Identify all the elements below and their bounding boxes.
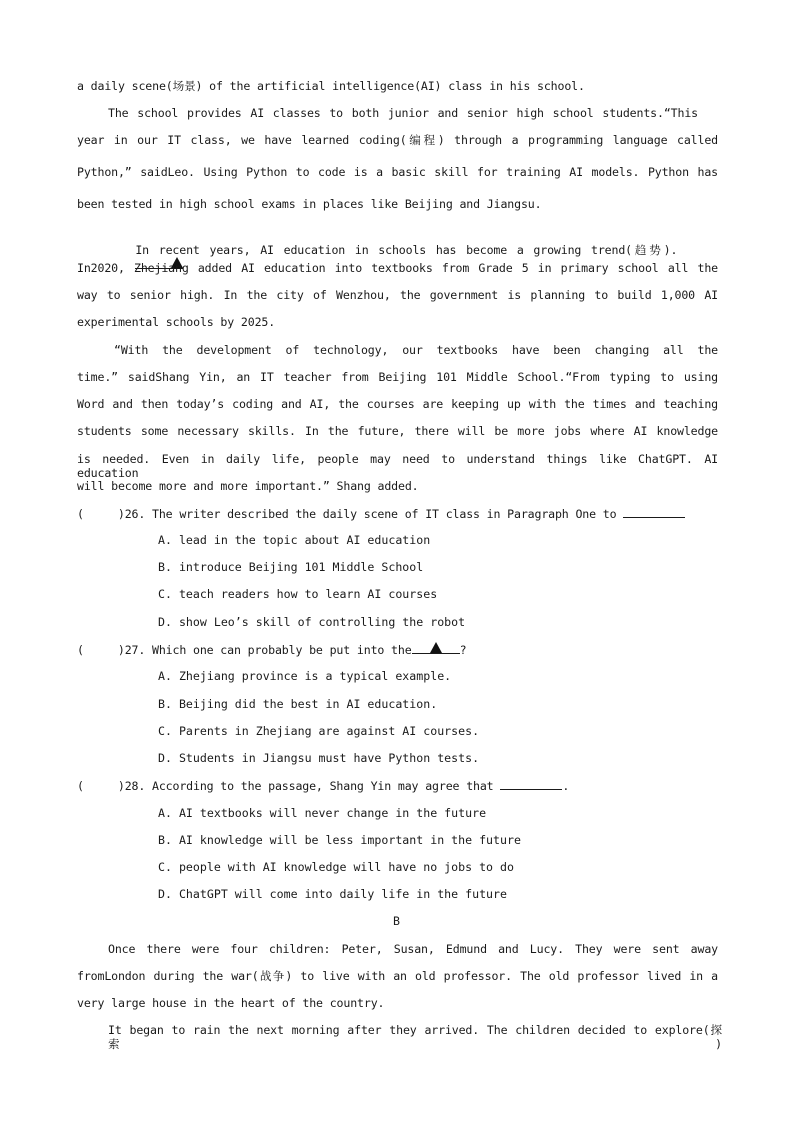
question-stem: 26. The writer described the daily scene of IT class in Paragraph One to <box>124 507 617 521</box>
passage-line: Python,” saidLeo. Using Python to code is a basic skill for training AI models. Python has <box>77 165 718 179</box>
passage-line: students some necessary skills. In the future, there will be more jobs where AI knowledge <box>77 424 718 438</box>
question-end: . <box>562 779 570 793</box>
passage-line: time.” saidShang Yin, an IT teacher from Beijing 101 Middle School.“From typing to using <box>77 370 718 384</box>
question-end: ? <box>459 643 467 657</box>
option-c: C. teach readers how to learn AI courses <box>158 587 438 601</box>
passage-line-with-blank <box>108 229 718 286</box>
option-d: D. show Leo’s skill of controlling the robot <box>158 615 466 629</box>
question-27 <box>77 642 466 657</box>
option-a: A. lead in the topic about AI education <box>158 533 431 547</box>
passage-line: way to senior high. In the city of Wenzhou, the government is planning to build 1,000 AI <box>77 288 718 302</box>
option-a: A. Zhejiang province is a typical example. <box>158 669 452 683</box>
section-label: B <box>393 914 400 928</box>
question-26 <box>77 506 685 521</box>
passage-line: It began to rain the next morning after they arrived. The children decided to explore(探索) <box>108 1023 722 1051</box>
passage-line: The school provides AI classes to both junior and senior high school students.“This <box>108 106 698 120</box>
triangle-icon <box>430 642 442 653</box>
option-d: D. Students in Jiangsu must have Python tests. <box>158 751 480 765</box>
answer-blank <box>623 506 685 518</box>
answer-paren-open: ( <box>77 643 84 657</box>
answer-blank <box>500 778 562 790</box>
answer-paren-open: ( <box>77 779 84 793</box>
passage-line: In2020, Zhejiang added AI education into textbooks from Grade 5 in primary school all the <box>77 261 718 275</box>
option-c: C. people with AI knowledge will have no jobs to do <box>158 860 514 874</box>
passage-line: Once there were four children: Peter, Susan, Edmund and Lucy. They were sent away <box>108 942 718 956</box>
passage-line: will become more and more important.” Shang added. <box>77 479 419 493</box>
passage-line: very large house in the heart of the country. <box>77 996 385 1010</box>
passage-line: fromLondon during the war(战争) to live with an old professor. The old professor lived in a <box>77 969 718 983</box>
option-c: C. Parents in Zhejiang are against AI courses. <box>158 724 480 738</box>
option-a: A. AI textbooks will never change in the future <box>158 806 487 820</box>
passage-line: “With the development of technology, our textbooks have been changing all the <box>114 343 718 357</box>
question-28 <box>77 778 569 793</box>
option-b: B. introduce Beijing 101 Middle School <box>158 560 424 574</box>
answer-paren-close: ) <box>117 643 125 657</box>
answer-paren-close: ) <box>117 779 125 793</box>
answer-paren-close: ) <box>117 507 125 521</box>
passage-line: is needed. Even in daily life, people may need to understand things like ChatGPT. AI education <box>77 452 718 480</box>
option-b: B. AI knowledge will be less important in the future <box>158 833 521 847</box>
passage-line: year in our IT class, we have learned coding(编程) through a programming language called <box>77 133 718 147</box>
question-stem: 28. According to the passage, Shang Yin may agree that <box>124 779 494 793</box>
passage-line: been tested in high school exams in places like Beijing and Jiangsu. <box>77 197 542 211</box>
option-b: B. Beijing did the best in AI education. <box>158 697 438 711</box>
passage-line: Word and then today’s coding and AI, the courses are keeping up with the times and teaching <box>77 397 718 411</box>
question-stem: 27. Which one can probably be put into the <box>124 643 412 657</box>
answer-blank <box>412 642 460 654</box>
passage-line: a daily scene(场景) of the artificial intelligence(AI) class in his school. <box>77 79 585 93</box>
passage-text: In recent years, AI education in schools has become a growing trend(趋势). <box>135 243 678 257</box>
passage-line: experimental schools by 2025. <box>77 315 276 329</box>
answer-paren-open: ( <box>77 507 84 521</box>
option-d: D. ChatGPT will come into daily life in the future <box>158 887 508 901</box>
